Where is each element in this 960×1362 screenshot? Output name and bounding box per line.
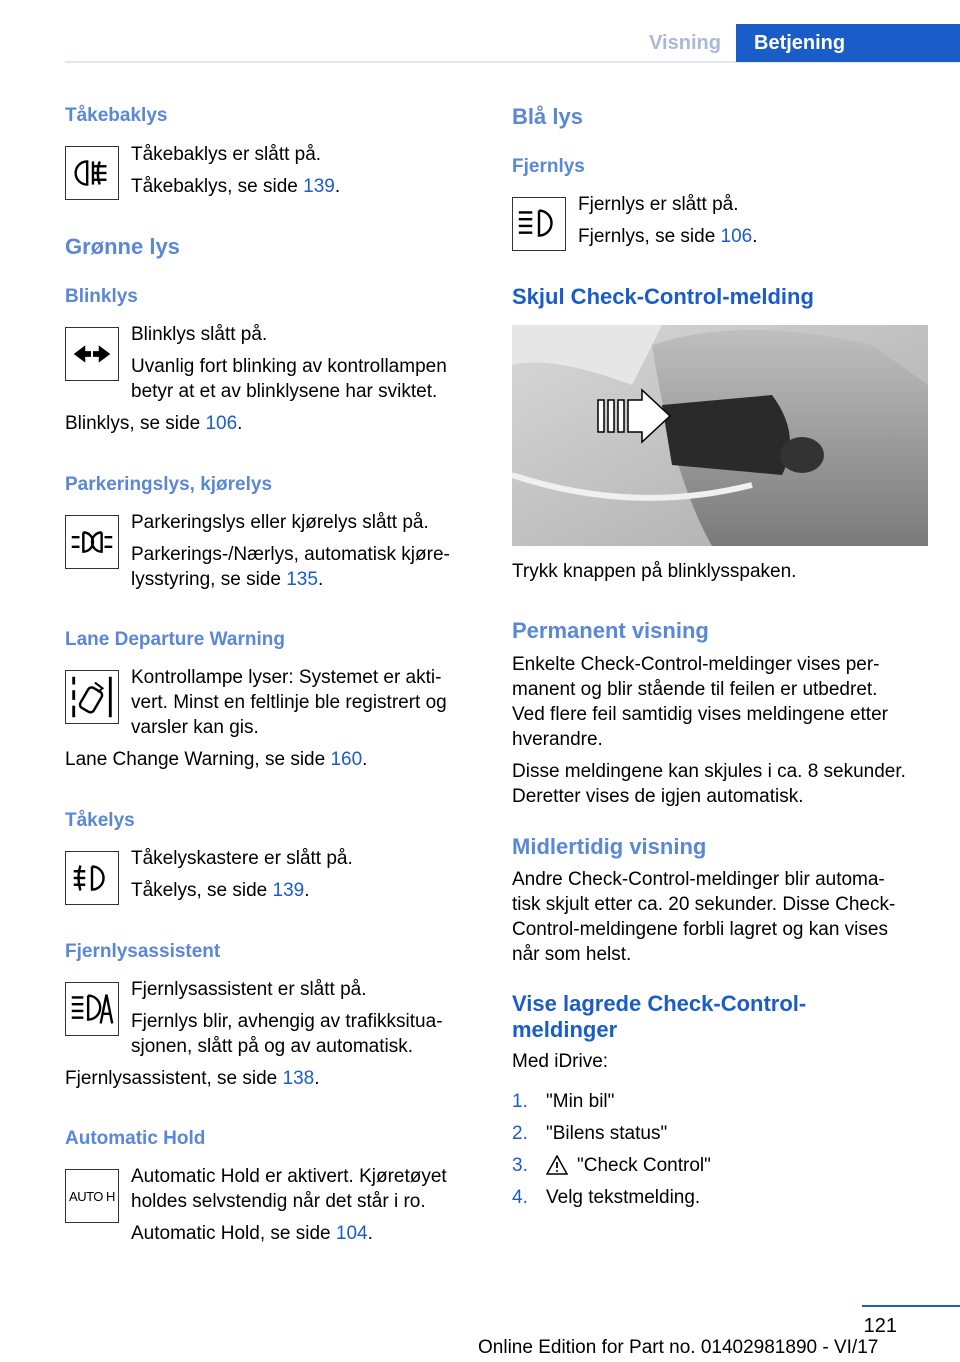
- high-beam-assistant-icon: [65, 982, 119, 1036]
- heading-vise-lagrede-b: meldinger: [512, 1017, 618, 1042]
- fjernlysassistent-line2a: Fjernlys blir, avhengig av trafikksitua-: [131, 1011, 443, 1032]
- parkering-line2b: lysstyring, se side 135.: [131, 569, 324, 590]
- rear-fog-light-icon: [65, 146, 119, 200]
- blinklys-line3: Blinklys, se side 106.: [65, 413, 243, 434]
- autohold-line1b: holdes selvstendig når det står i ro.: [131, 1191, 426, 1212]
- turn-signal-lever-illustration: [512, 325, 928, 546]
- heading-parkeringslys: Parkeringslys, kjørelys: [65, 474, 273, 495]
- parkering-line1: Parkeringslys eller kjørelys slått på.: [131, 512, 429, 533]
- heading-bla-lys: Blå lys: [512, 104, 583, 129]
- fjernlys-line1: Fjernlys er slått på.: [578, 194, 739, 215]
- fjernlysassistent-line1: Fjernlysassistent er slått på.: [131, 979, 367, 1000]
- heading-takebaklys: Tåkebaklys: [65, 105, 168, 126]
- autohold-line2: Automatic Hold, se side 104.: [131, 1223, 373, 1244]
- turn-signal-icon: [65, 327, 119, 381]
- heading-fjernlysassistent: Fjernlysassistent: [65, 941, 221, 962]
- heading-lane-departure: Lane Departure Warning: [65, 629, 285, 650]
- permanent-p1a: Enkelte Check-Control-meldinger vises per-: [512, 654, 880, 675]
- fjernlysassistent-line3: Fjernlysassistent, se side 138.: [65, 1068, 320, 1089]
- heading-skjul: Skjul Check-Control-melding: [512, 284, 814, 309]
- permanent-p2a: Disse meldingene kan skjules i ca. 8 sekunder.: [512, 761, 906, 782]
- lane-line2: Lane Change Warning, se side 160.: [65, 749, 368, 770]
- footer-rule: [862, 1305, 960, 1307]
- midlertidig-p1a: Andre Check-Control-meldinger blir automa-: [512, 869, 885, 890]
- fjernlys-line2: Fjernlys, se side 106.: [578, 226, 758, 247]
- fjernlysassistent-line2b: sjonen, slått på og av automatisk.: [131, 1036, 413, 1057]
- page-link-139-b[interactable]: 139: [272, 880, 305, 901]
- lane-line1c: varsler kan gis.: [131, 717, 259, 738]
- permanent-p2b: Deretter vises de igjen automatisk.: [512, 786, 804, 807]
- autohold-line1a: Automatic Hold er aktivert. Kjøretøyet: [131, 1166, 447, 1187]
- takelys-line2: Tåkelys, se side 139.: [131, 880, 310, 901]
- page-link-160[interactable]: 160: [330, 749, 363, 770]
- tab-betjening[interactable]: Betjening: [736, 24, 960, 62]
- warning-triangle-icon: [546, 1155, 568, 1175]
- blinklys-line2b: betyr at et av blinklysene har sviktet.: [131, 381, 438, 402]
- blinklys-line2a: Uvanlig fort blinking av kontrollampen: [131, 356, 447, 377]
- heading-vise-lagrede-a: Vise lagrede Check-Control-: [512, 991, 807, 1016]
- lane-departure-icon: [65, 670, 119, 724]
- heading-gronne-lys: Grønne lys: [65, 234, 180, 259]
- page-link-135[interactable]: 135: [286, 569, 318, 590]
- midlertidig-p1b: tisk skjult etter ca. 20 sekunder. Disse Check-: [512, 894, 896, 915]
- parking-light-icon: [65, 515, 119, 569]
- page-link-104[interactable]: 104: [335, 1223, 368, 1244]
- skjul-caption: Trykk knappen på blinklysspaken.: [512, 561, 797, 582]
- tab-visning[interactable]: Visning: [649, 32, 721, 54]
- takebaklys-line2: Tåkebaklys, se side 139.: [131, 176, 341, 197]
- page-link-106[interactable]: 106: [205, 413, 238, 434]
- permanent-p1b: manent og blir stående til feilen er utbedret.: [512, 679, 878, 700]
- list-item: 2. "Bilens status": [512, 1123, 668, 1144]
- permanent-p1c: Ved flere feil samtidig vises meldingene etter: [512, 704, 888, 725]
- page-link-138[interactable]: 138: [282, 1068, 315, 1089]
- lane-line1b: vert. Minst en feltlinje ble registrert og: [131, 692, 447, 713]
- list-item: 3. "Check Control": [512, 1155, 711, 1176]
- vise-intro: Med iDrive:: [512, 1051, 609, 1072]
- page-link-106-b[interactable]: 106: [720, 226, 753, 247]
- heading-midlertidig: Midlertidig visning: [512, 834, 707, 859]
- high-beam-icon: [512, 197, 566, 251]
- lane-line1a: Kontrollampe lyser: Systemet er akti-: [131, 667, 442, 688]
- permanent-p1d: hverandre.: [512, 729, 603, 750]
- auto-hold-icon: AUTO H: [65, 1169, 119, 1223]
- heading-takelys: Tåkelys: [65, 810, 135, 831]
- takelys-line1: Tåkelyskastere er slått på.: [131, 848, 353, 869]
- blinklys-line1: Blinklys slått på.: [131, 324, 268, 345]
- page-link-139[interactable]: 139: [303, 176, 335, 197]
- list-item: 1. "Min bil": [512, 1091, 615, 1112]
- list-item: 4. Velg tekstmelding.: [512, 1187, 701, 1208]
- midlertidig-p1d: når som helst.: [512, 944, 632, 965]
- page-number: 121: [863, 1315, 897, 1337]
- heading-permanent: Permanent visning: [512, 618, 709, 643]
- midlertidig-p1c: Control-meldingene forbli lagret og kan vises: [512, 919, 888, 940]
- footer-edition: Online Edition for Part no. 01402981890 - VI/17: [478, 1337, 879, 1358]
- heading-blinklys: Blinklys: [65, 286, 138, 307]
- heading-fjernlys: Fjernlys: [512, 156, 585, 177]
- takebaklys-line1: Tåkebaklys er slått på.: [131, 144, 322, 165]
- front-fog-light-icon: [65, 851, 119, 905]
- parkering-line2a: Parkerings-/Nærlys, automatisk kjøre-: [131, 544, 450, 565]
- heading-automatic-hold: Automatic Hold: [65, 1128, 206, 1149]
